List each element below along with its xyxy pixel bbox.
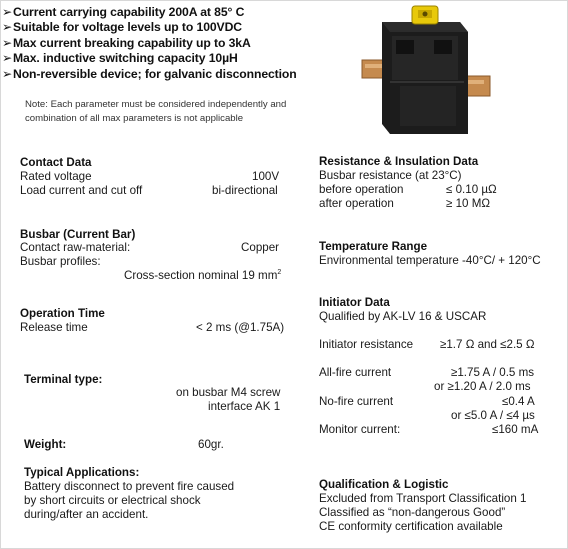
feature-bullet: ➢Non-reversible device; for galvanic disconnection [2,66,297,81]
all-fire-label: All-fire current [319,366,392,379]
initiator-resistance-label: Initiator resistance [319,338,414,351]
contact-data-heading: Contact Data [20,156,92,169]
feature-bullet: ➢Suitable for voltage levels up to 100VDC [2,20,242,35]
busbar-resistance-label: Busbar resistance (at 23°C) [319,169,462,182]
terminal-type-heading: Terminal type: [24,373,103,386]
applications-line-3: during/after an accident. [24,508,149,521]
all-fire-value: ≥1.75 A / 0.5 ms [451,366,535,379]
temperature-heading: Temperature Range [319,240,428,253]
cross-section-text: Cross-section nominal 19 $mm^2$ [124,269,282,282]
release-time-value: < 2 ms (@1.75A) [196,321,285,334]
rated-voltage-value: 100V [252,170,280,183]
monitor-current-label: Monitor current: [319,423,401,436]
contact-material-label: Contact raw-material: [20,241,131,254]
arrow-bullet-icon: ➢ [2,66,13,81]
arrow-bullet-icon: ➢ [2,20,13,35]
environmental-temperature: Environmental temperature -40°C/ + 120°C [319,254,541,267]
after-operation-label: after operation [319,197,394,210]
arrow-bullet-icon: ➢ [2,51,13,66]
load-current-value: bi-directional [212,184,278,197]
no-fire-value: ≤0.4 A [502,395,535,408]
contact-material-value: Copper [241,241,280,254]
feature-bullet: ➢Current carrying capability 200A at 85° C [2,5,245,19]
resistance-heading: Resistance & Insulation Data [319,155,479,168]
all-fire-value-alt: or ≥1.20 A / 2.0 ms [434,380,531,393]
after-operation-value: ≥ 10 MΩ [446,197,491,210]
no-fire-value-alt: or ≤5.0 A / ≤4 µs [451,409,535,422]
operation-time-heading: Operation Time [20,307,105,320]
initiator-heading: Initiator Data [319,296,390,309]
monitor-current-value: ≤160 mA [492,423,539,436]
terminal-type-value: on busbar M4 screw [176,386,281,399]
release-time-label: Release time [20,321,88,334]
qualification-line-2: Classified as “non-dangerous Good” [319,506,506,519]
load-current-label: Load current and cut off [20,184,143,197]
parameter-note: Note: Each parameter must be considered independently and combination of all max parameters is not applicable [25,99,287,124]
feature-bullet: ➢Max current breaking capability up to 3kA [2,35,251,50]
before-operation-label: before operation [319,183,404,196]
applications-heading: Typical Applications: [24,466,140,479]
weight-value: 60gr. [198,438,224,451]
initiator-resistance-value: ≥1.7 Ω and ≤2.5 Ω [440,338,535,351]
applications-line-2: by short circuits or electrical shock [24,494,201,507]
busbar-profiles-label: Busbar profiles: [20,255,101,268]
feature-bullet-list [2,5,297,82]
before-operation-value: ≤ 0.10 µΩ [446,183,497,196]
feature-bullet: ➢Max. inductive switching capacity 10µH [2,51,238,66]
no-fire-label: No-fire current [319,395,394,408]
applications-line-1: Battery disconnect to prevent fire caused [24,480,235,493]
rated-voltage-label: Rated voltage [20,170,92,183]
initiator-qualified: Qualified by AK-LV 16 & USCAR [319,310,487,323]
weight-heading: Weight: [24,438,67,451]
qualification-line-3: CE conformity certification available [319,520,503,533]
qualification-line-1: Excluded from Transport Classification 1 [319,492,527,505]
arrow-bullet-icon: ➢ [2,5,13,19]
arrow-bullet-icon: ➢ [2,35,13,50]
qualification-heading: Qualification & Logistic [319,478,449,491]
terminal-type-value-2: interface AK 1 [208,400,281,413]
busbar-heading: Busbar (Current Bar) [20,228,136,241]
pyro-fuse-device-photo [360,2,510,142]
